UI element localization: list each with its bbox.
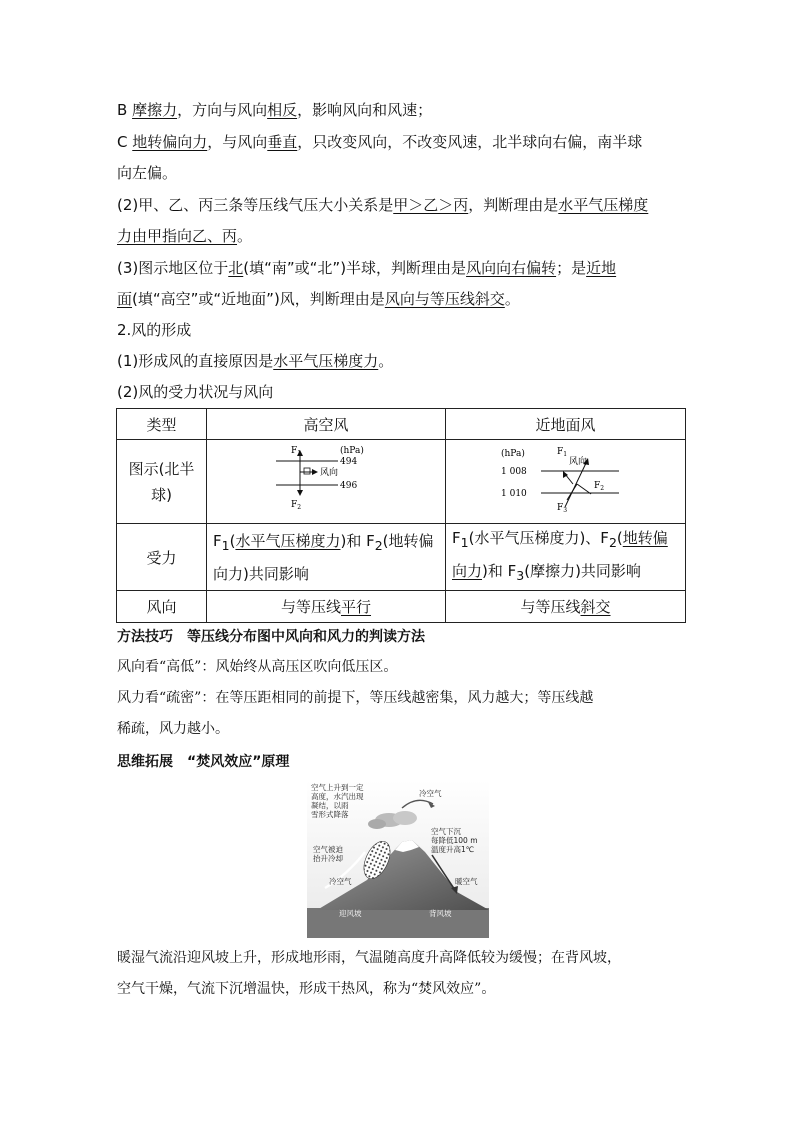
section-heading: 2.风的形成 bbox=[117, 321, 192, 339]
label-unit: (hPa) bbox=[500, 448, 525, 459]
fig-text: 凝结，以雨 bbox=[311, 801, 349, 810]
label-1008: 1 008 bbox=[500, 466, 527, 477]
label-f1: $F_1$ bbox=[291, 445, 302, 457]
text: (填“南”或“北”)半球，判断理由是 bbox=[243, 259, 467, 277]
fig-text: 空气下沉 bbox=[431, 827, 461, 836]
row-label-force: 受力 bbox=[117, 524, 207, 591]
table-row-force bbox=[117, 524, 686, 591]
label-494: 494 bbox=[340, 456, 358, 467]
ground bbox=[307, 908, 489, 938]
extension-line-2: 空气干燥，气流下沉增温快，形成干热风，称为“焚风效应”。 bbox=[117, 981, 496, 997]
text: 。 bbox=[504, 290, 520, 308]
fig-text: 空气上升到一定 bbox=[311, 783, 364, 792]
text: )和 F bbox=[482, 562, 517, 580]
text-line-b bbox=[117, 99, 432, 121]
text: ，方向与风向 bbox=[177, 101, 268, 119]
text: B bbox=[117, 101, 133, 119]
text-line-q3 bbox=[117, 257, 616, 279]
text-line-p1 bbox=[117, 350, 393, 372]
subscript: 1 bbox=[221, 537, 230, 553]
answer-surface-cont: 面 bbox=[117, 290, 133, 308]
text: 与等压线 bbox=[280, 598, 341, 616]
text: (1)形成风的直接原因是 bbox=[117, 352, 274, 370]
subscript: 2 bbox=[374, 537, 383, 553]
text-line-c2: 向左偏。 bbox=[117, 164, 178, 182]
text-line-q3b bbox=[117, 288, 520, 310]
text: 与等压线 bbox=[520, 598, 581, 616]
upper-wind-diagram bbox=[266, 444, 386, 516]
header-surface-wind: 近地面风 bbox=[446, 409, 686, 440]
answer-direct-cause: 水平气压梯度力 bbox=[273, 352, 379, 370]
answer-hemisphere: 北 bbox=[228, 259, 244, 277]
wind-force-table bbox=[116, 408, 686, 623]
cell-upper-direction bbox=[207, 591, 446, 623]
header-type: 类型 bbox=[117, 409, 207, 440]
text: (3)图示地区位于 bbox=[117, 259, 229, 277]
label-1010: 1 010 bbox=[500, 488, 527, 499]
text-line-q2b bbox=[117, 225, 252, 247]
text: (水平气压梯度力)、F bbox=[468, 529, 609, 547]
label-f3: $F_3$ bbox=[556, 502, 567, 514]
subscript: 3 bbox=[516, 568, 525, 583]
cell-upper-diagram bbox=[207, 440, 446, 524]
fig-text: 迎风坡 bbox=[339, 909, 362, 918]
row-label-diagram: 图示(北半球) bbox=[117, 440, 207, 524]
text-line-p2: (2)风的受力状况与风向 bbox=[117, 383, 274, 401]
answer-surface: 近地 bbox=[586, 259, 617, 277]
cell-surface-direction bbox=[446, 591, 686, 623]
method-line-3: 稀疏，风力越小。 bbox=[117, 721, 229, 737]
fig-text: 雪形式降落 bbox=[311, 810, 349, 819]
answer-perpendicular: 垂直 bbox=[267, 133, 298, 151]
extension-line-1: 暖湿气流沿迎风坡上升，形成地形雨，气温随高度升高降低较为缓慢；在背风坡， bbox=[117, 950, 621, 966]
row-label-direction: 风向 bbox=[117, 591, 207, 623]
foehn-effect-figure bbox=[307, 780, 489, 938]
subscript: 1 bbox=[460, 535, 469, 550]
cell-surface-force bbox=[446, 524, 686, 591]
fig-text: 冷空气 bbox=[419, 789, 442, 798]
text: C bbox=[117, 133, 133, 151]
text-line-q2 bbox=[117, 194, 648, 216]
cloud bbox=[393, 811, 417, 825]
fig-text: 高度，水汽出现 bbox=[311, 792, 364, 801]
fig-text: 暖空气 bbox=[455, 877, 478, 886]
text: ，与风向 bbox=[207, 133, 268, 151]
text: F bbox=[213, 531, 222, 550]
table-row-diagram bbox=[117, 440, 686, 524]
cell-upper-force bbox=[207, 524, 446, 591]
fig-text: 抬升冷却 bbox=[313, 854, 343, 863]
text: (填“高空”或“近地面”)风，判断理由是 bbox=[132, 290, 385, 308]
method-line-2: 风力看“疏密”：在等压距相同的前提下，等压线越密集，风力越大；等压线越 bbox=[117, 690, 594, 706]
text: )和 F bbox=[340, 531, 375, 550]
answer-parallel: 平行 bbox=[341, 598, 372, 616]
cell-surface-diagram bbox=[446, 440, 686, 524]
fig-text: 冷空气 bbox=[329, 877, 352, 886]
text: ，影响风向和风速； bbox=[297, 101, 433, 119]
text: 。 bbox=[237, 227, 253, 245]
fig-text: 背风坡 bbox=[429, 909, 452, 918]
label-f2: $F_2$ bbox=[593, 480, 604, 492]
answer-coriolis: 地转偏向力 bbox=[452, 529, 668, 580]
fig-text: 空气被迫 bbox=[313, 845, 343, 854]
text: ；是 bbox=[556, 259, 587, 277]
answer-reason-right: 风向向右偏转 bbox=[466, 259, 557, 277]
text-line-c bbox=[117, 131, 642, 153]
answer-friction: 摩擦力 bbox=[132, 101, 178, 119]
cloud bbox=[368, 819, 386, 829]
table-header-row bbox=[117, 409, 686, 440]
method-line-1: 风向看“高低”：风始终从高压区吹向低压区。 bbox=[117, 659, 398, 675]
text: (地转偏向力)共同影响 bbox=[213, 531, 434, 583]
label-496: 496 bbox=[340, 480, 358, 491]
extension-title: 思维拓展 “焚风效应”原理 bbox=[117, 754, 290, 770]
answer-reason-cont: 力由甲指向乙、丙 bbox=[117, 227, 238, 245]
answer-opposite: 相反 bbox=[267, 101, 298, 119]
table-row-direction bbox=[117, 591, 686, 623]
text: 。 bbox=[378, 352, 394, 370]
label-wind: 风向 bbox=[320, 467, 339, 478]
fig-text: 温度升高1℃ bbox=[431, 845, 475, 854]
label-unit: (hPa) bbox=[340, 445, 364, 456]
text: (2)甲、乙、丙三条等压线气压大小关系是 bbox=[117, 196, 394, 214]
fig-text: 每降低100 m bbox=[431, 836, 478, 845]
text: ，只改变风向，不改变风速，北半球向右偏，南半球 bbox=[297, 133, 643, 151]
answer-coriolis: 地转偏向力 bbox=[132, 133, 208, 151]
answer-oblique: 斜交 bbox=[580, 598, 611, 616]
text: ( bbox=[616, 529, 623, 547]
method-title: 方法技巧 等压线分布图中风向和风力的判读方法 bbox=[117, 629, 425, 645]
text: ( bbox=[229, 531, 236, 550]
subscript: 2 bbox=[608, 535, 617, 550]
answer-reason: 水平气压梯度 bbox=[558, 196, 649, 214]
text: ，判断理由是 bbox=[468, 196, 559, 214]
label-f2: $F_2$ bbox=[291, 499, 302, 511]
answer-oblique: 风向与等压线斜交 bbox=[384, 290, 505, 308]
header-upper-wind: 高空风 bbox=[207, 409, 446, 440]
label-f1: $F_1$ bbox=[556, 446, 567, 458]
text: F bbox=[452, 529, 461, 547]
answer-pressure-order: 甲＞乙＞丙 bbox=[393, 196, 469, 214]
text: (摩擦力)共同影响 bbox=[524, 562, 641, 580]
surface-wind-diagram bbox=[501, 444, 631, 516]
label-wind: 风向 bbox=[568, 456, 587, 467]
answer-pgf: 水平气压梯度力 bbox=[235, 531, 341, 550]
